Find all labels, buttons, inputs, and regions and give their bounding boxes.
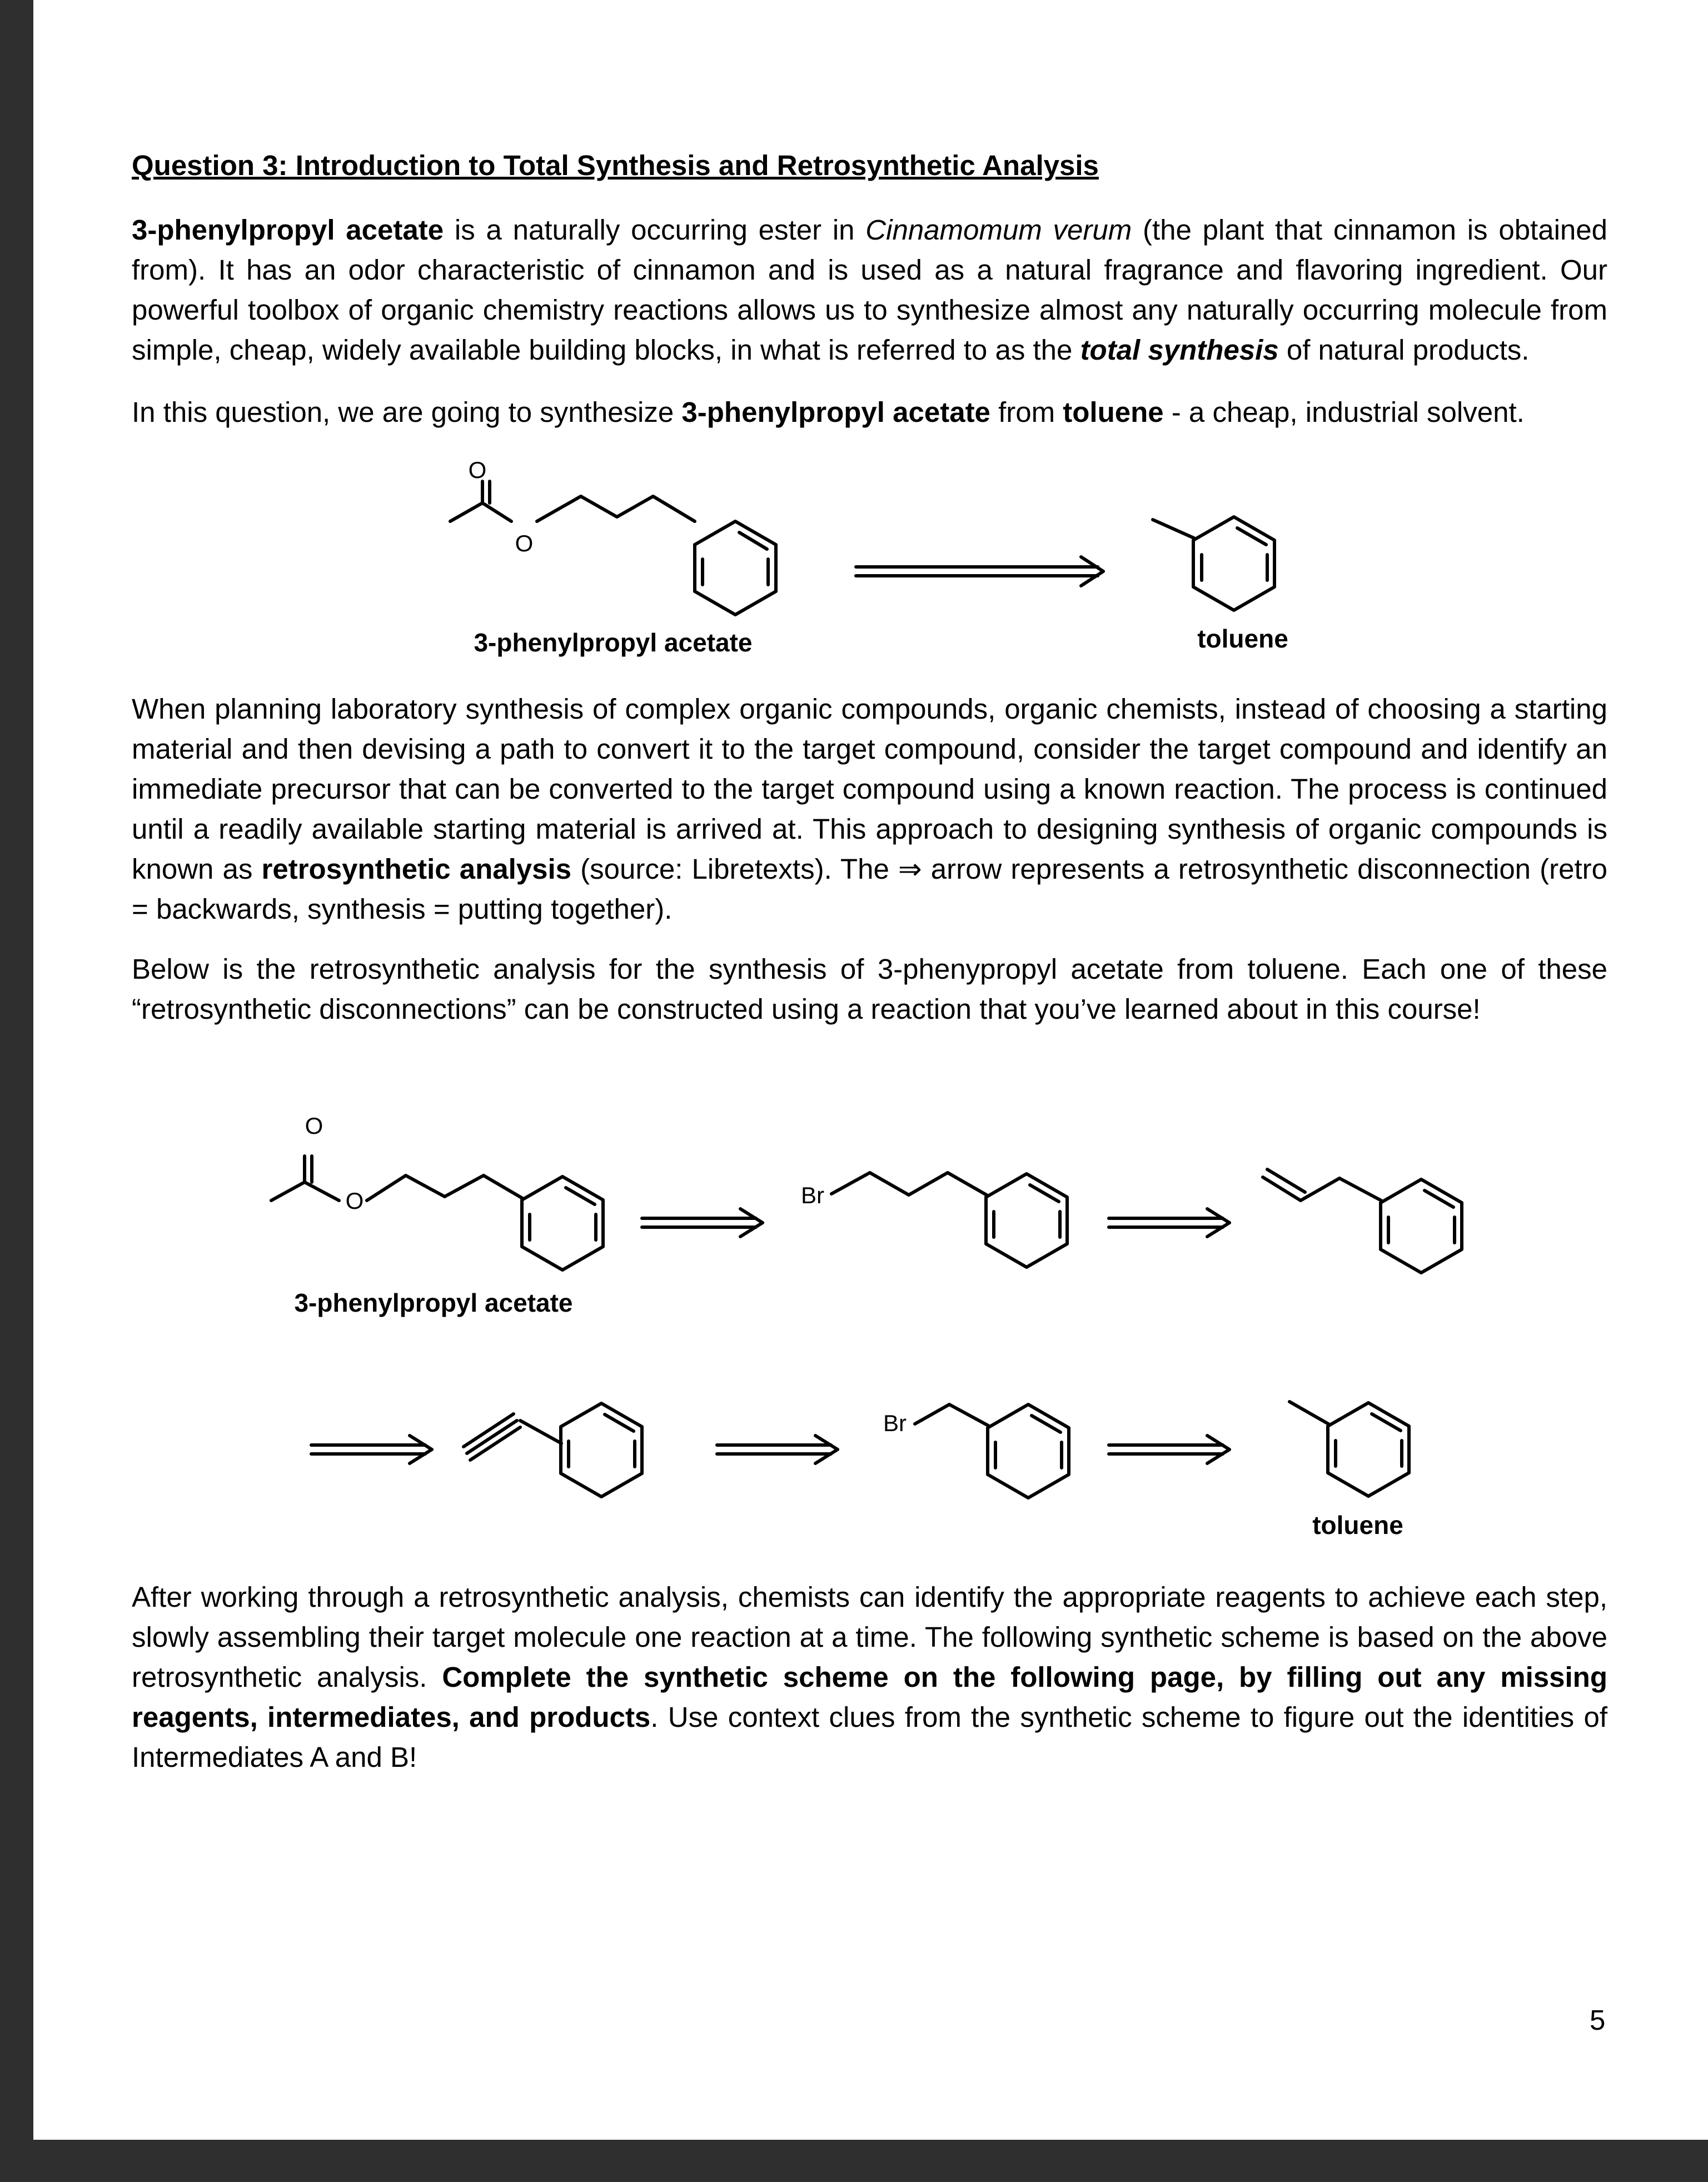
scheme1-toluene [1153, 517, 1274, 610]
scheme2-allylbenzene [1263, 1169, 1462, 1273]
scheme2-br-1: Br [801, 1182, 824, 1208]
scheme1-start-label: toluene [1197, 624, 1288, 653]
intro-total-synthesis: total synthesis [1080, 334, 1279, 366]
scheme1-carbonyl-o: O [468, 457, 487, 483]
scheme2-target-label: 3-phenylpropyl acetate [294, 1288, 573, 1317]
scheme2-carbonyl-o: O [305, 1113, 323, 1139]
scheme2-start-label: toluene [1312, 1511, 1403, 1540]
intro-text-3: of natural products. [1278, 334, 1530, 366]
goal-text-1: In this question, we are going to synthesize [132, 396, 682, 428]
intro-text-2: (the plant that cinnamon is obtained from). It has an odor characteristic of cinnamon and is used as a natural fragrance and flavoring ingredient. Our powerful toolbox of organic chemistry reactions allows us to synthesize almost any naturally occurring molecule from simple, cheap, widely available building blocks, in what is referred to as the [132, 214, 1608, 366]
after-bold-instruction: Complete the synthetic scheme on the following page, by filling out any missing reagents, intermediates, and products [132, 1661, 1607, 1733]
scheme1-target-molecule [450, 457, 776, 615]
after-text-1: After working through a retrosynthetic analysis, chemists can identify the appropriate reagents to achieve each step, slowly assembling their target molecule one reaction at a time. The following synthetic scheme is based on the above retrosynthetic analysis. [132, 1581, 1607, 1693]
scheme1-retro-arrow [856, 557, 1103, 586]
scheme2-retro-arrow-2 [1109, 1209, 1229, 1237]
retro-text-2: (source: Libretexts). The ⇒ arrow represents a retrosynthetic disconnection (retro = backwards, synthesis = putting together). [132, 853, 1607, 925]
goal-text-2: from [990, 396, 1063, 428]
intro-compound-name: 3-phenylpropyl acetate [132, 214, 444, 246]
scheme2-ester-o: O [345, 1188, 364, 1214]
scheme2-retro-arrow-5 [1109, 1436, 1229, 1463]
scheme2-target-molecule [271, 1113, 603, 1270]
page-number: 5 [1590, 2004, 1606, 2036]
question-heading: Question 3: Introduction to Total Synthesis and Retrosynthetic Analysis [132, 150, 1099, 181]
retro-text-1: When planning laboratory synthesis of complex organic compounds, organic chemists, instead of choosing a starting material and then devising a path to convert it to the target compound, consider the target compound and identify an immediate precursor that can be converted to the target compound using a known reaction. The process is continued until a readily available starting material is arrived at. This approach to designing synthesis of organic compounds is known as [132, 693, 1607, 885]
scheme2-propargylbenzene [464, 1403, 642, 1497]
goal-text-3: - a cheap, industrial solvent. [1163, 396, 1525, 428]
below-paragraph: Below is the retrosynthetic analysis for the synthesis of 3-phenypropyl acetate from toluene. Each one of these “retrosynthetic disconnections” can be constructed using a reaction that you’ve learned about in this course! [132, 953, 1607, 1025]
scheme2-retro-arrow-1 [642, 1209, 763, 1237]
scheme2-benzyl-bromide [883, 1404, 1069, 1498]
goal-start: toluene [1063, 396, 1164, 428]
scheme1-target-label: 3-phenylpropyl acetate [474, 628, 753, 657]
intro-species: Cinnamomum verum [865, 214, 1132, 246]
scheme2-bromopropylbenzene [801, 1173, 1067, 1267]
scheme2-retro-arrow-3 [311, 1436, 432, 1463]
intro-text-1: is a naturally occurring ester in [444, 214, 866, 246]
scheme2-br-2: Br [883, 1410, 907, 1436]
scheme1-ester-o: O [515, 530, 534, 556]
goal-target: 3-phenylpropyl acetate [681, 396, 990, 428]
scheme2-toluene [1289, 1402, 1409, 1496]
retro-bold-term: retrosynthetic analysis [261, 853, 572, 885]
scheme2-retro-arrow-4 [717, 1436, 838, 1463]
after-text-2: . Use context clues from the synthetic scheme to figure out the identities of Intermediates A and B! [132, 1701, 1607, 1773]
